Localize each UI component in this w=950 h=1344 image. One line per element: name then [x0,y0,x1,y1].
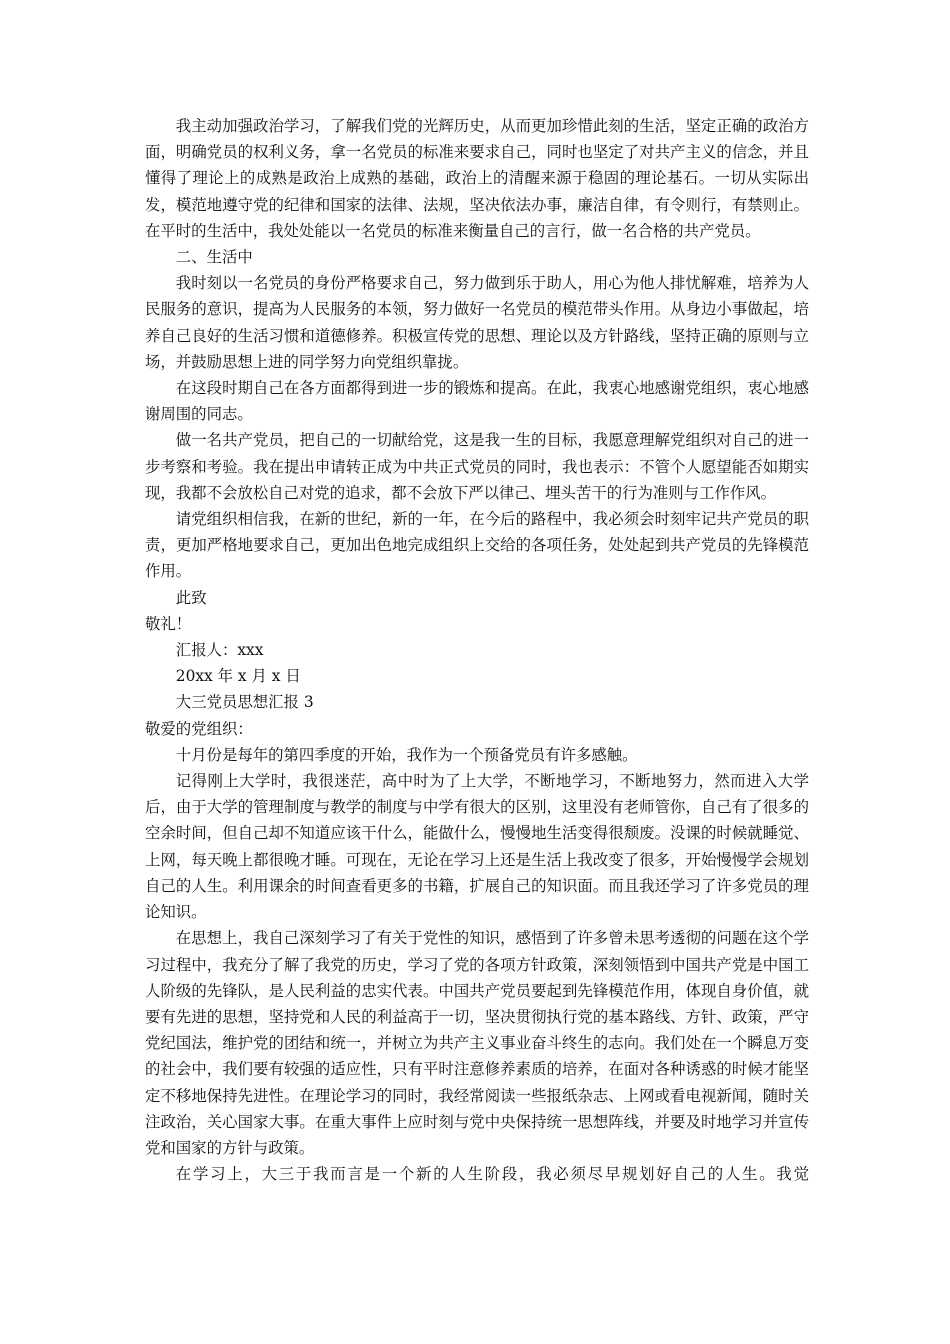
paragraph-political-study: 我主动加强政治学习，了解我们党的光辉历史，从而更加珍惜此刻的生活，坚定正确的政治方面，明确党员的权利义务，拿一名党员的标准来要求自己，同时也坚定了对共产主义的信念，并且懂得了理论上的成熟是政治上成熟的基础，政治上的清醒来源于稳固的理论基石。一切从实际出发，模范地遵守党的纪律和国家的法律、法规，坚决依法办事，廉洁自律，有令则行，有禁则止。在平时的生活中，我处处能以一名党员的标准来衡量自己的言行，做一名合格的共产党员。 [145,117,809,240]
paragraph-thought: 在思想上，我自己深刻学习了有关于党性的知识，感悟到了许多曾未思考透彻的问题在这个学习过程中，我充分了解了我党的历史，学习了党的各项方针政策，深刻领悟到中国共产党是中国工人阶级的先锋队，是人民利益的忠实代表。中国共产党员要起到先锋模范作用，体现自身价值，就要有先进的思想，坚持党和人民的利益高于一切，坚决贯彻执行党的基本路线、方针、政策，严守党纪国法，维护党的团结和统一，并树立为共产主义事业奋斗终生的志向。我们处在一个瞬息万变的社会中，我们要有较强的适应性，只有平时注意修养素质的培养，在面对各种诱惑的时候才能坚定不移地保持先进性。在理论学习的同时，我经常阅读一些报纸杂志、上网或看电视新闻，随时关注政治，关心国家大事。在重大事件上应时刻与党中央保持统一思想阵线，并要及时地学习并宣传党和国家的方针与政策。 [145,929,809,1157]
paragraph-trust: 请党组织相信我，在新的世纪，新的一年，在今后的路程中，我必须会时刻牢记共产党员的职责，更加严格地要求自己，更加出色地完成组织上交给的各项任务，处处起到共产党员的先锋模范作用。 [145,510,809,581]
greeting: 敬爱的党组织： [145,719,253,738]
report-title: 大三党员思想汇报 3 [175,693,314,712]
paragraph-thanks: 在这段时期自己在各方面都得到进一步的锻炼和提高。在此，我衷心地感谢党组织，衷心地感谢周围的同志。 [145,379,809,424]
document-body [145,113,809,1187]
closing-respect: 敬礼！ [145,614,192,633]
reporter-signature: 汇报人：xxx [175,641,264,660]
paragraph-goal: 做一名共产党员，把自己的一切献给党，这是我一生的目标，我愿意理解党组织对自己的进一步考察和考验。我在提出申请转正成为中共正式党员的同时，我也表示：不管个人愿望能否如期实现，我都不会放松自己对党的追求，都不会放下严以律己、埋头苦干的行为准则与工作作风。 [145,431,809,502]
section-heading-life: 二、生活中 [175,248,253,267]
paragraph-october: 十月份是每年的第四季度的开始，我作为一个预备党员有许多感触。 [175,745,638,764]
closing-salutation: 此致 [175,588,207,607]
paragraph-college-start: 记得刚上大学时，我很迷茫，高中时为了上大学，不断地学习，不断地努力，然而进入大学后，由于大学的管理制度与教学的制度与中学有很大的区别，这里没有老师管你，自己有了很多的空余时间，但自己却不知道应该干什么，能做什么，慢慢地生活变得很颓废。没课的时候就睡觉、上网，每天晚上都很晚才睡。可现在，无论在学习上还是生活上我改变了很多，开始慢慢学会规划自己的人生。利用课余的时间查看更多的书籍，扩展自己的知识面。而且我还学习了许多党员的理论知识。 [145,772,809,922]
paragraph-life: 我时刻以一名党员的身份严格要求自己，努力做到乐于助人，用心为他人排忧解难，培养为人民服务的意识，提高为人民服务的本领，努力做好一名党员的模范带头作用。从身边小事做起，培养自己良好的生活习惯和道德修养。积极宣传党的思想、理论以及方针路线，坚持正确的原则与立场，并鼓励思想上进的同学努力向党组织靠拢。 [145,274,809,371]
report-date: 20xx 年 x 月 x 日 [175,667,301,686]
paragraph-study: 在学习上，大三于我而言是一个新的人生阶段，我必须尽早规划好自己的人生。我觉 [175,1165,809,1184]
